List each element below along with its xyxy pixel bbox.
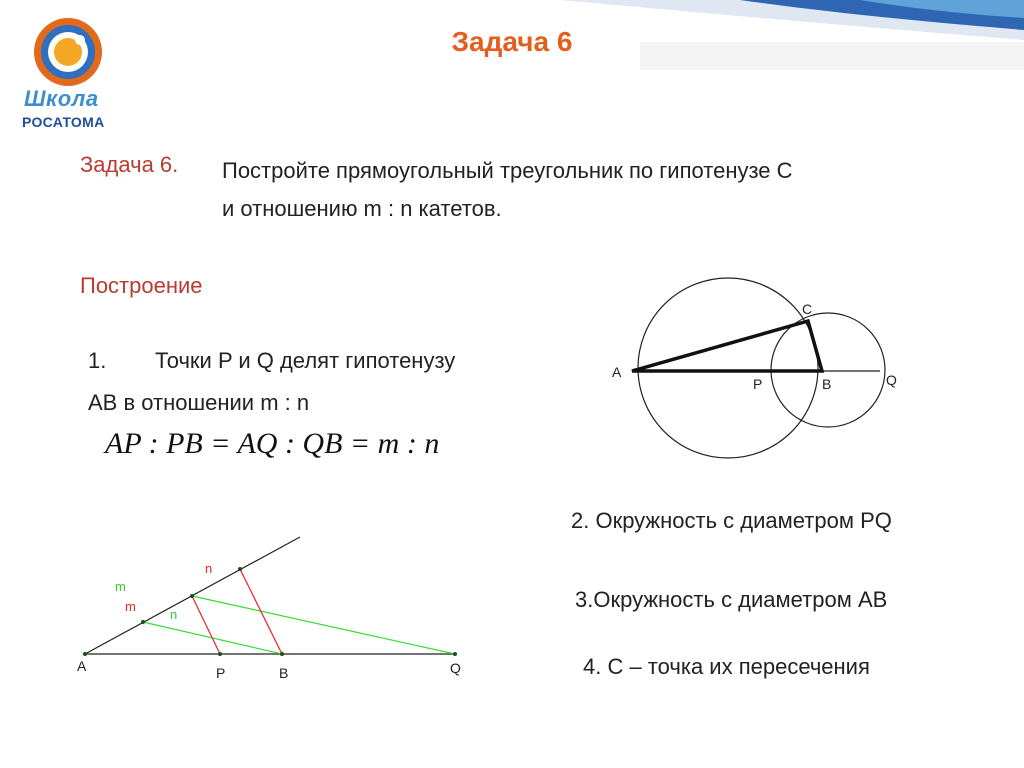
label-B: B (279, 665, 289, 681)
construction-heading: Построение (80, 273, 203, 298)
task-statement (222, 152, 982, 228)
circle-diameter-AB (638, 278, 818, 458)
label-n-1: n (170, 607, 178, 622)
task-line-2: и отношению m : n катетов. (222, 196, 502, 221)
step1-text-continued: AB в отношении m : n (88, 390, 310, 415)
point-ray-2 (190, 594, 194, 598)
point-ray-1 (141, 620, 145, 624)
label-P: P (753, 376, 763, 392)
label-A: A (77, 658, 87, 674)
task-label: Задача 6. (80, 152, 179, 177)
label-B: B (822, 376, 832, 392)
step4-text: 4. С – точка их пересечения (583, 654, 870, 679)
label-m-2: m (125, 599, 136, 614)
step2-text: 2. Окружность с диаметром PQ (571, 508, 892, 533)
logo-line1: Школа (24, 86, 99, 111)
step1-text: Точки P и Q делят гипотенузу (155, 348, 456, 373)
segment-division-diagram (60, 520, 500, 690)
point-A (83, 652, 87, 656)
label-n-2: n (205, 561, 213, 576)
label-A: A (612, 364, 622, 380)
point-Q (453, 652, 457, 656)
label-P: P (216, 665, 226, 681)
right-triangle-ACB (632, 321, 822, 371)
red-parallel-2 (240, 569, 282, 654)
task-line-1: Постройте прямоугольный треугольник по гипотенузе С (222, 158, 793, 183)
page-title: Задача 6 (451, 26, 573, 57)
point-B (280, 652, 284, 656)
red-parallel-1 (192, 596, 220, 654)
ratio-formula: AP : PB = AQ : QB = m : n (105, 427, 440, 460)
step3-text: 3.Окружность с диаметром AB (575, 587, 888, 612)
green-parallel-2 (192, 596, 455, 654)
logo-line2: РОСАТОМА (22, 114, 105, 130)
header-decoration (0, 0, 1024, 140)
label-Q: Q (886, 372, 897, 388)
label-C: C (802, 301, 813, 317)
point-ray-3 (238, 567, 242, 571)
label-Q: Q (450, 660, 461, 676)
point-P (218, 652, 222, 656)
circle-construction-diagram (600, 270, 1024, 470)
step1-number: 1. (88, 348, 107, 373)
label-m-1: m (115, 579, 126, 594)
